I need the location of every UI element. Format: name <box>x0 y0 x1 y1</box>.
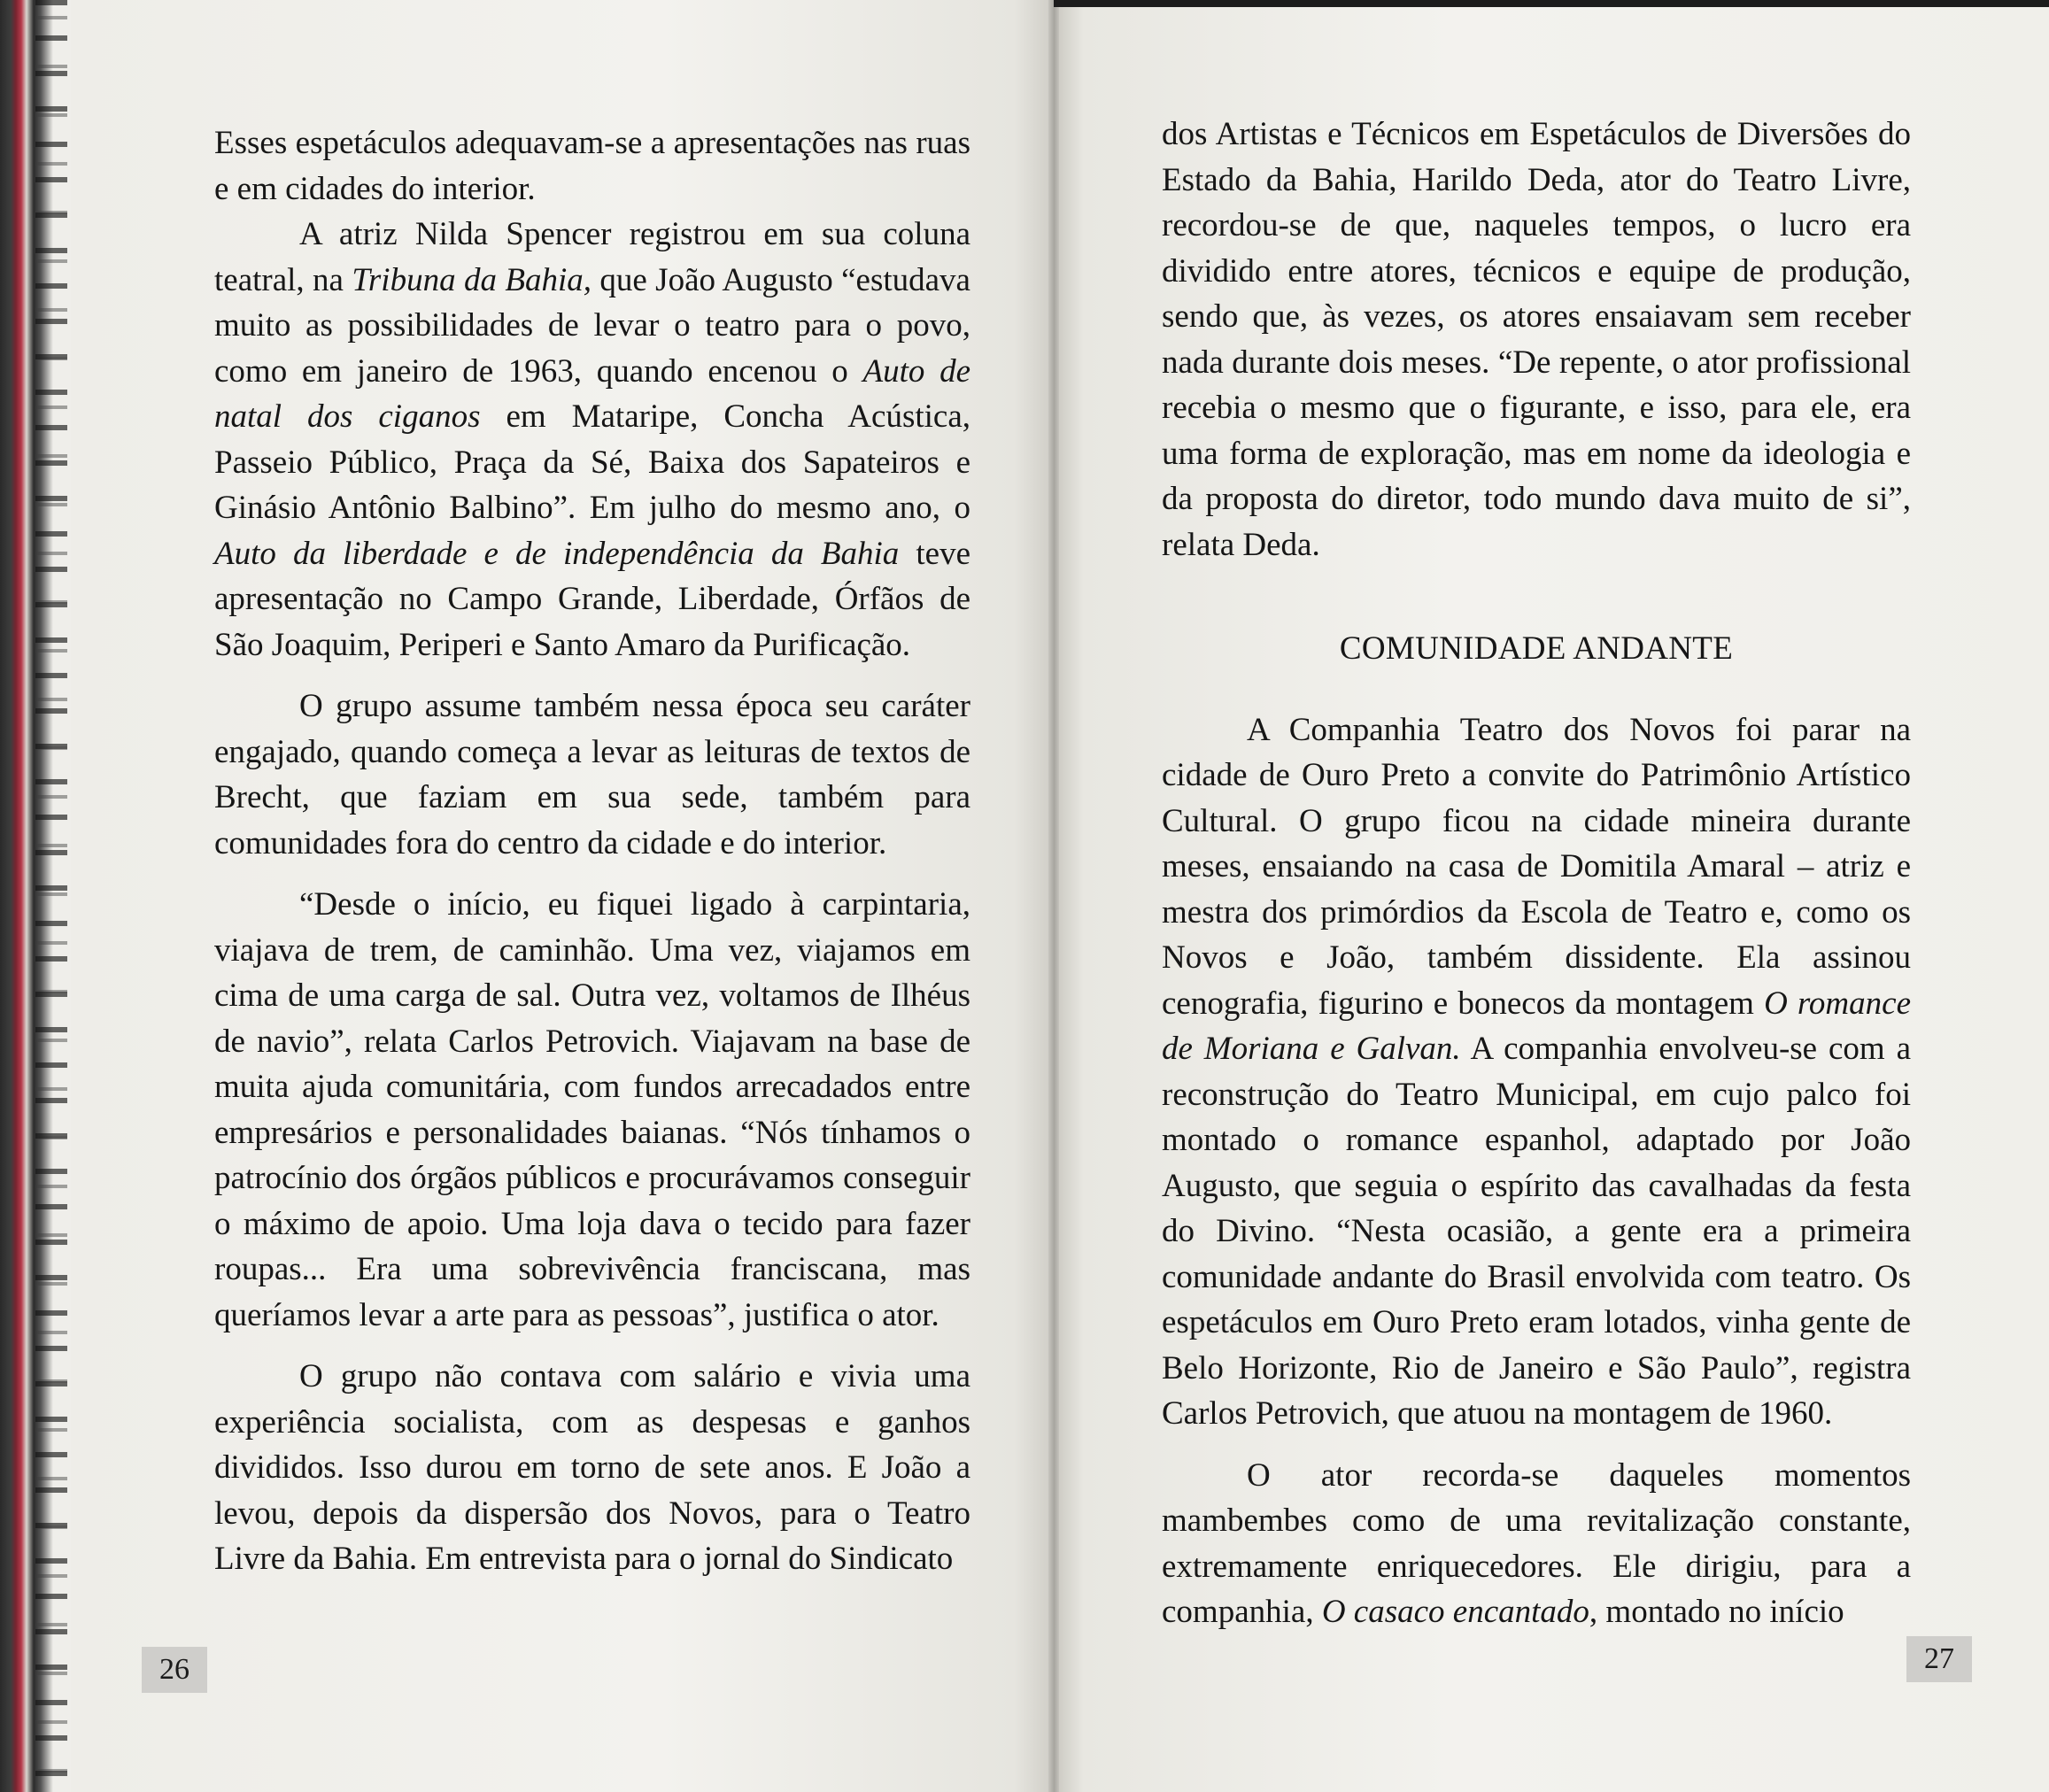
spine-texture <box>35 0 67 1792</box>
page-number: 26 <box>142 1647 207 1693</box>
paragraph <box>1162 707 1911 1437</box>
italic-title: Auto de natal dos ciganos <box>214 352 970 435</box>
paragraph: O grupo não contava com salário e vivia uma experiência socialista, com as despesas e ganhos divididos. Isso durou em torno de sete anos. E João a levou, depois da dispersão dos Novos, para o Teatro Livre da Bahia. Em entrevista para o jornal do Sindicato <box>214 1358 970 1577</box>
top-edge <box>1054 0 2049 7</box>
paragraph <box>214 212 970 668</box>
book-gutter <box>1048 0 1059 1792</box>
page-number: 27 <box>1906 1636 1972 1682</box>
text-run: , montado no início <box>1589 1594 1844 1630</box>
text-run: teve apresentação no Campo Grande, Liberdade, Órfãos de São Joaquim, Periperi e Santo Amaro da Purificação. <box>214 535 970 663</box>
paragraph <box>1162 1453 1911 1635</box>
italic-title: Tribuna da Bahia, <box>352 261 592 298</box>
italic-title: O romance de Moriana e Galvan. <box>1162 985 1911 1067</box>
paragraph: Esses espetáculos adequavam-se a apresentações nas ruas e em cidades do interior. <box>214 125 970 207</box>
left-page-text <box>214 120 970 1582</box>
text-run: em Mataripe, Concha Acústica, Passeio Público, Praça da Sé, Baixa dos Sapateiros e Ginásio Antônio Balbino”. Em julho do mesmo ano, o <box>214 398 970 526</box>
paragraph: dos Artistas e Técnicos em Espetáculos de Diversões do Estado da Bahia, Harildo Deda, ator do Teatro Livre, recordou-se de que, naqueles tempos, o lucro era dividido entre atores, técnicos e equipe de produção, sendo que, às vezes, os atores ensaiavam sem receber nada durante dois meses. “De repente, o ator profissional recebia o mesmo que o figurante, e isso, para ele, era uma forma de exploração, mas em nome da ideologia e da proposta do diretor, todo mundo dava muito de si”, relata Deda. <box>1162 116 1911 563</box>
italic-title: Auto da liberdade e de independência da Bahia <box>214 535 900 572</box>
section-heading: COMUNIDADE ANDANTE <box>1339 630 1734 667</box>
italic-title: O casaco encantado <box>1321 1594 1589 1630</box>
text-run: A Companhia Teatro dos Novos foi parar na cidade de Ouro Preto a convite do Patrimônio Artístico Cultural. O grupo ficou na cidade mineira durante meses, ensaiando na casa de Domitila Amaral – atriz e mestra dos primórdios da Escola de Teatro e, como os Novos e João, também dissidente. Ela assinou cenografia, figurino e bonecos da montagem <box>1162 711 1911 1022</box>
text-run: O ator recorda-se daqueles momentos mambembes como de uma revitalização constante, extremamente enriquecedores. Ele dirigiu, para a companhia, <box>1162 1456 1911 1630</box>
text-run: A atriz Nilda Spencer registrou em sua coluna teatral, na <box>214 216 970 298</box>
paragraph: “Desde o início, eu fiquei ligado à carpintaria, viajava de trem, de caminhão. Uma vez, viajamos em cima de uma carga de sal. Outra vez, voltamos de Ilhéus de navio”, relata Carlos Petrovich. Viajavam na base de muita ajuda comunitária, com fundos arrecadados entre empresários e personalidades baianas. “Nós tínhamos o patrocínio dos órgãos públicos e procurávamos conseguir o máximo de apoio. Uma loja dava o tecido para fazer roupas... Era uma sobrevivência franciscana, mas queríamos levar a arte para as pessoas”, justifica o ator. <box>214 886 970 1333</box>
text-run: que João Augusto “estudava muito as possibilidades de levar o teatro para o povo, como em janeiro de 1963, quando encenou o <box>214 261 970 390</box>
right-page-text <box>1162 112 1911 1635</box>
text-run: A companhia envolveu-se com a reconstrução do Teatro Municipal, em cujo palco foi montado o romance espanhol, adaptado por João Augusto, que seguia o espírito das cavalhadas da festa do Divino. “Nesta ocasião, a gente era a primeira comunidade andante do Brasil envolvida com teatro. Os espetáculos em Ouro Preto eram lotados, vinha gente de Belo Horizonte, Rio de Janeiro e São Paulo”, registra Carlos Petrovich, que atuou na montagem de 1960. <box>1162 1031 1911 1432</box>
paragraph: O grupo assume também nessa época seu caráter engajado, quando começa a levar as leituras de textos de Brecht, que faziam em sua sede, também para comunidades fora do centro da cidade e do interior. <box>214 688 970 861</box>
